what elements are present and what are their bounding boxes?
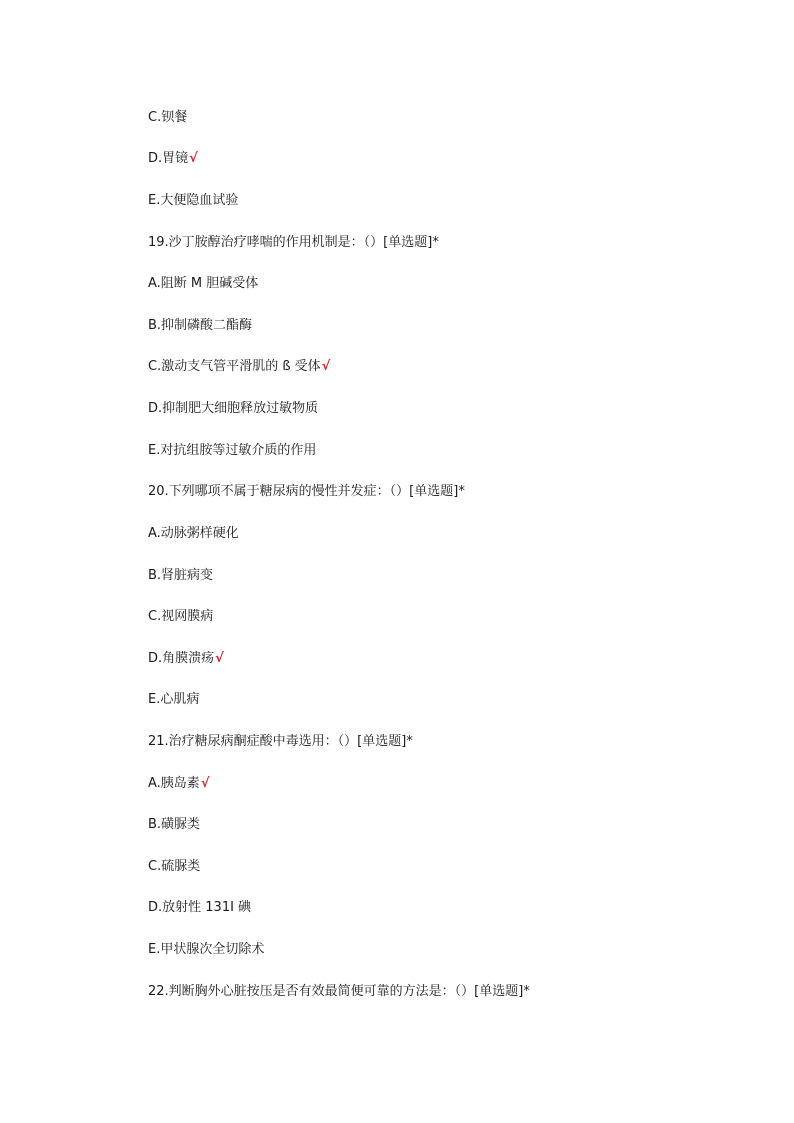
line-text: 20.下列哪项不属于糖尿病的慢性并发症：（）[单选题]* [148, 484, 465, 499]
line-text: B.磺脲类 [148, 817, 201, 832]
line-text: E.心肌病 [148, 692, 200, 707]
line-text: E.大便隐血试验 [148, 193, 239, 208]
option-line [148, 275, 258, 293]
line-text: E.对抗组胺等过敏介质的作用 [148, 443, 317, 458]
option-line [148, 442, 316, 460]
option-line [148, 150, 198, 168]
option-line [148, 899, 251, 917]
line-text: C.视网膜病 [148, 609, 214, 624]
line-text: B.抑制磷酸二酯酶 [148, 318, 253, 333]
option-line [148, 192, 238, 210]
option-line [148, 567, 213, 585]
question-line [148, 483, 465, 501]
option-line [148, 691, 199, 709]
option-line [148, 941, 264, 959]
option-line [148, 608, 213, 626]
correct-check-icon: √ [321, 359, 331, 374]
option-line [148, 525, 239, 543]
option-line [148, 650, 224, 668]
question-line [148, 983, 530, 1001]
line-text: 21.治疗糖尿病酮症酸中毒选用：（）[单选题]* [148, 734, 413, 749]
line-text: A.动脉粥样硬化 [148, 526, 239, 541]
line-text: D.胃镜 [148, 151, 189, 166]
line-text: B.肾脏病变 [148, 568, 214, 583]
line-text: 19.沙丁胺醇治疗哮喘的作用机制是：（）[单选题]* [148, 235, 439, 250]
line-text: 22.判断胸外心脏按压是否有效最简便可靠的方法是：（）[单选题]* [148, 984, 530, 999]
line-text: A.阻断 M 胆碱受体 [148, 276, 259, 291]
option-line [148, 400, 318, 418]
line-text: C.硫脲类 [148, 859, 201, 874]
option-line [148, 858, 200, 876]
line-text: D.抑制肥大细胞释放过敏物质 [148, 401, 319, 416]
line-text: E.甲状腺次全切除术 [148, 942, 265, 957]
option-line [148, 109, 187, 127]
correct-check-icon: √ [215, 651, 224, 666]
question-line [148, 234, 439, 252]
option-line [148, 775, 209, 793]
line-text: D.放射性 131I 碘 [148, 900, 252, 915]
question-line [148, 733, 413, 751]
line-text: A.胰岛素 [148, 776, 200, 791]
line-text: D.角膜溃疡 [148, 651, 215, 666]
option-line [148, 358, 330, 376]
line-text: C.激动支气管平滑肌的 ß 受体 [148, 359, 321, 374]
line-text: C.钡餐 [148, 110, 188, 125]
option-line [148, 816, 200, 834]
correct-check-icon: √ [200, 776, 210, 791]
option-line [148, 317, 252, 335]
correct-check-icon: √ [189, 151, 198, 166]
